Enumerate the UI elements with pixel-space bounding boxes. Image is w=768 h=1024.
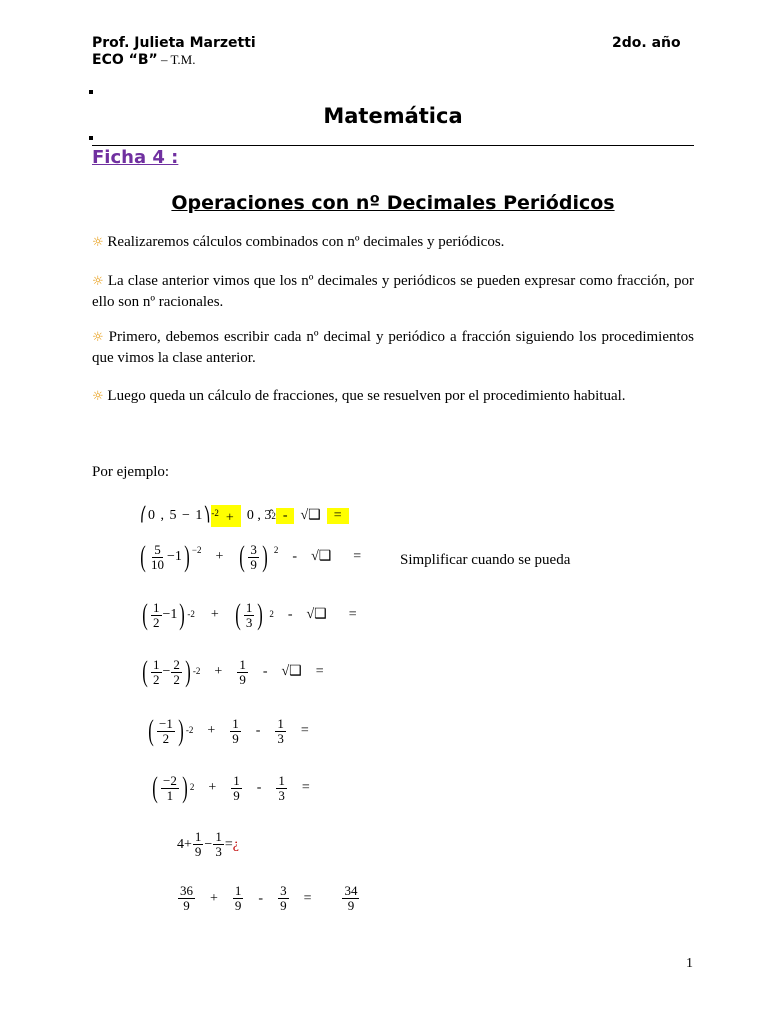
fraction (278, 884, 289, 913)
left-paren: ( (142, 655, 148, 688)
numerator: 1 (194, 829, 202, 844)
fraction (151, 601, 162, 630)
numerator: 1 (232, 715, 239, 731)
simplify-note: Simplificar cuando se pueda (400, 552, 571, 568)
math-line-5 (146, 716, 309, 746)
equals-sign: = (303, 890, 312, 906)
numerator: 3 (250, 541, 257, 557)
right-paren: ) (184, 540, 190, 573)
minus-sign: - (255, 723, 261, 738)
page-title: Matemática (323, 104, 463, 128)
right-paren: ) (262, 540, 268, 573)
paragraph-text: Luego queda un cálculo de fracciones, que se resuelven por el procedimiento habitual. (107, 388, 626, 404)
math-line-1 (140, 505, 349, 527)
minus-sign: - (256, 780, 262, 795)
course-label (92, 52, 196, 69)
square-root: √❑ (300, 507, 321, 523)
numerator: 1 (239, 656, 246, 672)
right-paren: ) (257, 598, 264, 631)
paragraph-text: La clase anterior vimos que los nº decimales y periódicos se pueden expresar como fracción, por ello son nº racionales. (92, 273, 694, 310)
denominator: 9 (183, 898, 190, 913)
numerator: 1 (278, 772, 285, 788)
fraction (275, 717, 286, 746)
left-paren: ( (148, 714, 154, 747)
left-paren: ( (235, 598, 241, 631)
lead-term: 4+ (177, 836, 192, 852)
equals-sign: = (315, 664, 324, 679)
exponent: -2 (192, 666, 201, 676)
teacher-name: Prof. Julieta Marzetti (92, 35, 256, 51)
fraction (171, 658, 182, 687)
denominator: 9 (239, 671, 246, 687)
right-paren: ) (179, 598, 186, 631)
denominator: 2 (162, 730, 170, 746)
numerator: 1 (233, 772, 240, 788)
title-rule (92, 145, 694, 146)
math-line-4 (140, 657, 324, 687)
fraction (193, 830, 204, 859)
denominator: 9 (232, 730, 239, 746)
sun-bullet-icon: ☼ (92, 274, 104, 289)
numerator: 1 (277, 715, 284, 731)
plus-sign: + (208, 780, 217, 795)
left-paren: ( (142, 598, 148, 631)
paragraph-text: Realizaremos cálculos combinados con nº decimales y periódicos. (107, 234, 505, 250)
highlight-block (211, 505, 240, 527)
denominator: 9 (234, 898, 242, 913)
minus-sign: - (282, 507, 288, 523)
plus-sign: + (210, 890, 218, 906)
page-number: 1 (686, 956, 693, 971)
worksheet-label: Ficha 4 : (92, 147, 179, 168)
denominator: 3 (278, 787, 285, 803)
equals-sign: = (224, 836, 233, 852)
denominator: 9 (280, 898, 287, 913)
equals-sign: = (301, 780, 310, 795)
numerator: −1 (159, 715, 173, 731)
numerator: 36 (180, 883, 193, 898)
paragraph-1 (92, 232, 694, 253)
exponent: 2 (271, 510, 276, 521)
square-bullet-icon (89, 136, 93, 140)
denominator: 9 (194, 844, 202, 859)
square-root: √❑ (311, 549, 332, 564)
exponent: 2 (273, 545, 279, 555)
minus-sign: - (292, 549, 298, 564)
math-line-6 (150, 773, 310, 803)
left-paren: ( (140, 540, 146, 573)
minus-sign: - (258, 890, 264, 906)
left-paren: ( (152, 771, 158, 804)
numerator: 2 (173, 656, 180, 672)
fraction (248, 543, 259, 572)
fraction (230, 717, 241, 746)
example-label: Por ejemplo: (92, 464, 170, 480)
math-line-7 (177, 830, 239, 859)
fraction (244, 601, 255, 630)
right-paren: ) (178, 714, 184, 747)
numerator: −2 (163, 772, 177, 788)
minus-sign: − (204, 836, 213, 852)
numerator: 5 (154, 541, 161, 557)
fraction (276, 774, 287, 803)
fraction (342, 884, 359, 913)
question-mark: ¿ (232, 836, 239, 852)
equals-sign: = (300, 723, 309, 738)
numerator: 1 (215, 829, 222, 844)
denominator: 2 (153, 671, 160, 687)
numerator: 3 (280, 883, 287, 898)
square-bullet-icon (89, 90, 93, 94)
denominator: 3 (215, 844, 222, 859)
numerator: 1 (153, 656, 160, 672)
paragraph-3 (92, 327, 694, 368)
section-subtitle: Operaciones con nº Decimales Periódicos (171, 192, 615, 214)
numerator: 34 (344, 883, 358, 898)
equals-sign: = (353, 549, 362, 564)
fraction (157, 717, 175, 746)
equals-sign: = (333, 507, 342, 523)
denominator: 3 (245, 614, 253, 630)
paragraph-text: Primero, debemos escribir cada nº decimal y periódico a fracción siguiendo los procedimientos que vimos la clase anterior. (92, 329, 695, 366)
fraction (213, 830, 224, 859)
school-year: 2do. año (612, 35, 681, 51)
sun-bullet-icon: ☼ (92, 389, 104, 404)
minus-one: −1 (162, 607, 178, 622)
denominator: 9 (347, 898, 355, 913)
highlight-block (276, 508, 295, 524)
plus-sign: + (207, 723, 216, 738)
minus-sign: − (162, 664, 171, 679)
math-line-3 (140, 600, 357, 630)
fraction (237, 658, 248, 687)
denominator: 9 (233, 787, 240, 803)
course-suffix: – T.M. (157, 52, 196, 67)
denominator: 3 (277, 730, 284, 746)
minus-one: −1 (167, 549, 182, 564)
right-paren: ) (185, 655, 191, 688)
expr-bracket: ⎛0 , 5 − 1⎞ (140, 507, 212, 523)
fraction (233, 884, 244, 913)
course-prefix: ECO “B” (92, 52, 158, 68)
fraction (151, 658, 162, 687)
plus-sign: + (210, 607, 219, 622)
sun-bullet-icon: ☼ (92, 330, 104, 345)
plus-sign: + (214, 664, 223, 679)
highlight-block (327, 508, 349, 524)
exponent: 2 (269, 609, 274, 619)
denominator: 2 (153, 614, 160, 630)
fraction (178, 884, 195, 913)
exponent: -2 (187, 609, 195, 619)
exponent: -2 (211, 508, 219, 518)
paragraph-2 (92, 271, 694, 312)
square-root: √❑ (306, 607, 327, 622)
denominator: 10 (151, 556, 164, 572)
sun-bullet-icon: ☼ (92, 235, 104, 250)
denominator: 2 (173, 671, 180, 687)
left-paren: ( (239, 540, 246, 573)
fraction (161, 774, 179, 803)
denominator: 1 (166, 787, 174, 803)
paragraph-4 (92, 386, 694, 407)
plus-sign: + (225, 510, 234, 526)
minus-sign: - (262, 664, 268, 679)
math-line-2 (138, 542, 361, 572)
numerator: 1 (153, 599, 160, 615)
exponent: 2 (189, 782, 195, 792)
numerator: 1 (234, 883, 242, 898)
denominator: 9 (250, 556, 257, 572)
plus-sign: + (215, 549, 224, 564)
numerator: 1 (245, 599, 253, 615)
right-paren: ) (182, 771, 188, 804)
fraction (231, 774, 242, 803)
periodic-decimal: 0 , 3̂ (246, 507, 272, 523)
exponent: −2 (191, 545, 202, 555)
minus-sign: - (287, 607, 293, 622)
exponent: -2 (185, 725, 194, 735)
fraction (149, 543, 166, 572)
math-line-8 (177, 884, 360, 913)
square-root: √❑ (281, 664, 302, 679)
equals-sign: = (348, 607, 357, 622)
